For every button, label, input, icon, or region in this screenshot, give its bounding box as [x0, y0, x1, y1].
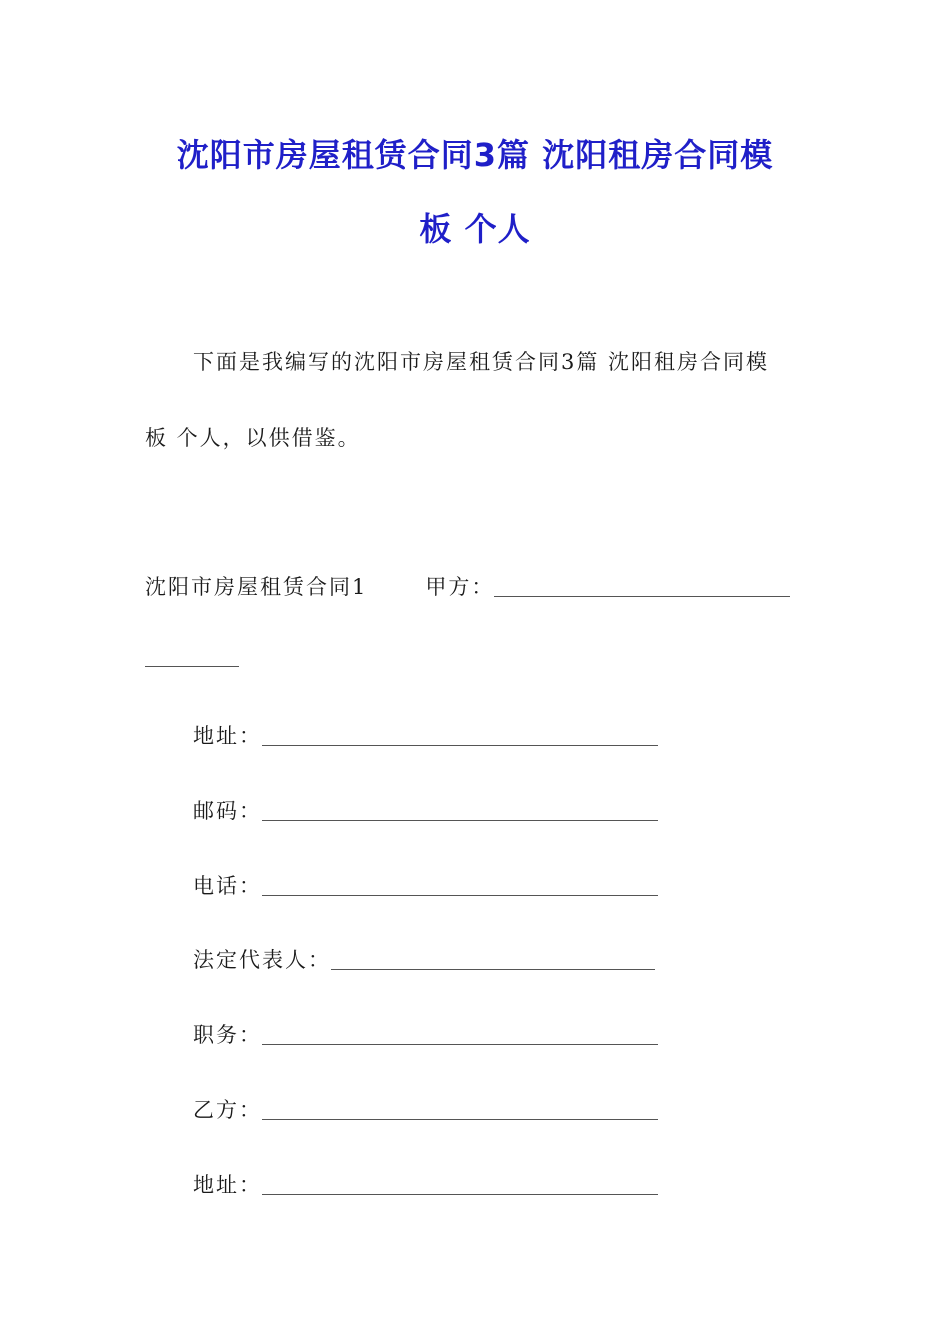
field-label: 电话：	[193, 874, 262, 898]
field-blank[interactable]	[262, 1118, 658, 1120]
field-label: 职务：	[193, 1023, 262, 1047]
field-label: 地址：	[193, 724, 262, 748]
field-blank[interactable]	[262, 819, 658, 821]
document-title-line-1: 沈阳市房屋租赁合同3篇 沈阳租房合同模	[176, 136, 774, 174]
field-row	[193, 1169, 658, 1199]
field-label: 邮码：	[193, 799, 262, 823]
field-label: 乙方：	[193, 1098, 262, 1122]
field-blank[interactable]	[331, 968, 655, 970]
field-row	[193, 870, 658, 900]
field-row	[193, 944, 655, 974]
party-a-label: 甲方：	[425, 575, 495, 599]
document-title-line-2: 板 个人	[419, 210, 531, 248]
field-row	[193, 795, 658, 825]
party-a-blank-continued[interactable]	[145, 666, 239, 667]
field-row	[193, 1019, 658, 1049]
intro-paragraph-line-1: 下面是我编写的沈阳市房屋租赁合同3篇 沈阳租房合同模	[193, 350, 770, 374]
field-row	[193, 1094, 658, 1124]
field-label: 法定代表人：	[193, 948, 331, 972]
field-blank[interactable]	[262, 744, 658, 746]
field-blank[interactable]	[262, 1193, 658, 1195]
party-a-blank[interactable]	[494, 595, 790, 597]
field-blank[interactable]	[262, 1043, 658, 1045]
field-row	[193, 720, 658, 750]
contract-heading-row	[145, 571, 790, 601]
field-label: 地址：	[193, 1173, 262, 1197]
intro-paragraph-line-2: 板 个人，以供借鉴。	[145, 426, 361, 450]
field-blank[interactable]	[262, 894, 658, 896]
contract-heading: 沈阳市房屋租赁合同1	[145, 575, 368, 599]
